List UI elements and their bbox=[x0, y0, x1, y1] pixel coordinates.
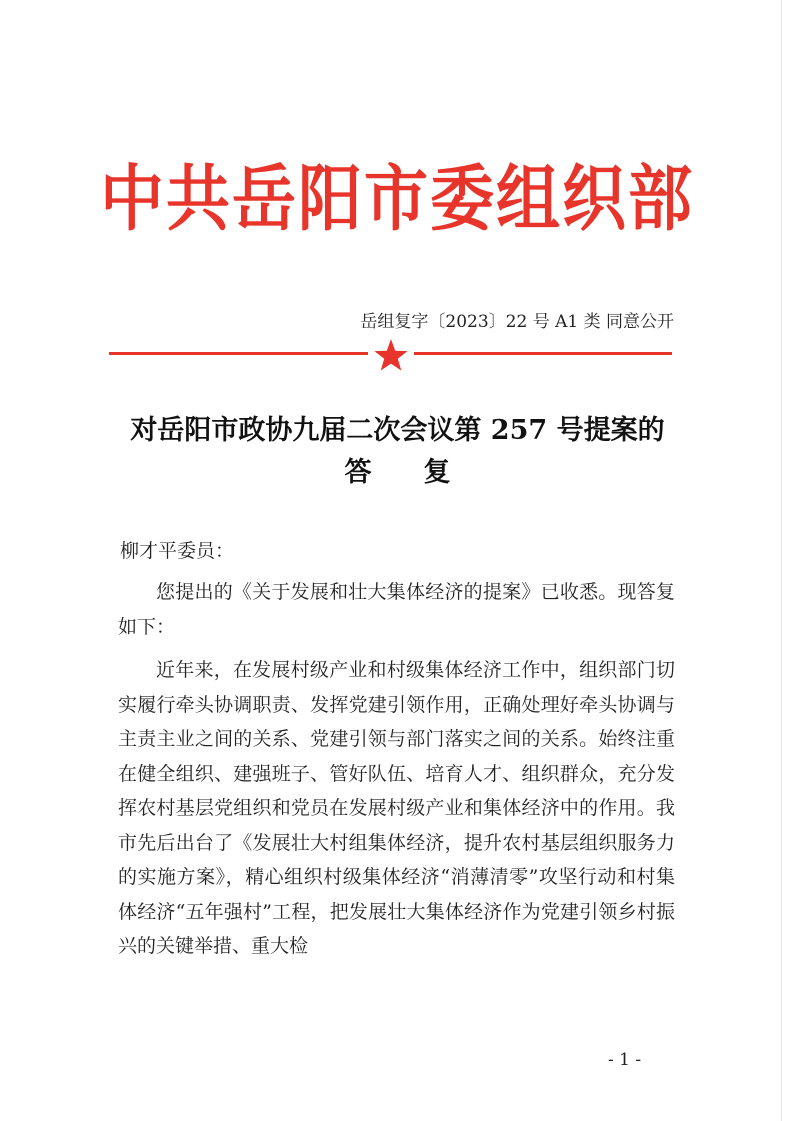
title-line-2: 答复 bbox=[344, 457, 503, 488]
issuing-organization-header: 中共岳阳市委组织部 bbox=[100, 158, 694, 242]
page-number: - 1 - bbox=[608, 1050, 642, 1070]
red-divider-right bbox=[414, 352, 672, 355]
title-line-1: 对岳阳市政协九届二次会议第 257 号提案的 bbox=[130, 415, 665, 446]
body-paragraph-2: 近年来，在发展村级产业和村级集体经济工作中，组织部门切实履行牵头协调职责、发挥党建引领作用，正确处理好牵头协调与主责主业之间的关系、党建引领与部门落实之间的关系。始终注重在健全组织、建强班子、管好队伍、培育人才、组织群众，充分发挥农村基层党组织和党员在发展村级产业和集体经济中的作用。我市先后出台了《发展壮大村组集体经济，提升农村基层组织服务力的实施方案》，精心组织村级集体经济“消薄清零”攻坚行动和村集体经济“五年强村”工程，把发展壮大集体经济作为党建引领乡村振兴的关键举措、重大检 bbox=[118, 659, 675, 957]
star-icon bbox=[373, 338, 409, 372]
red-divider-left bbox=[109, 352, 368, 355]
salutation: 柳才平委员： bbox=[120, 540, 235, 562]
body-paragraph-1: 您提出的《关于发展和壮大集体经济的提案》已收悉。现答复如下： bbox=[118, 581, 675, 638]
document-title bbox=[100, 410, 695, 494]
scan-edge-line bbox=[781, 0, 782, 1121]
document-number: 岳组复字〔2023〕22 号 A1 类 同意公开 bbox=[360, 312, 674, 332]
